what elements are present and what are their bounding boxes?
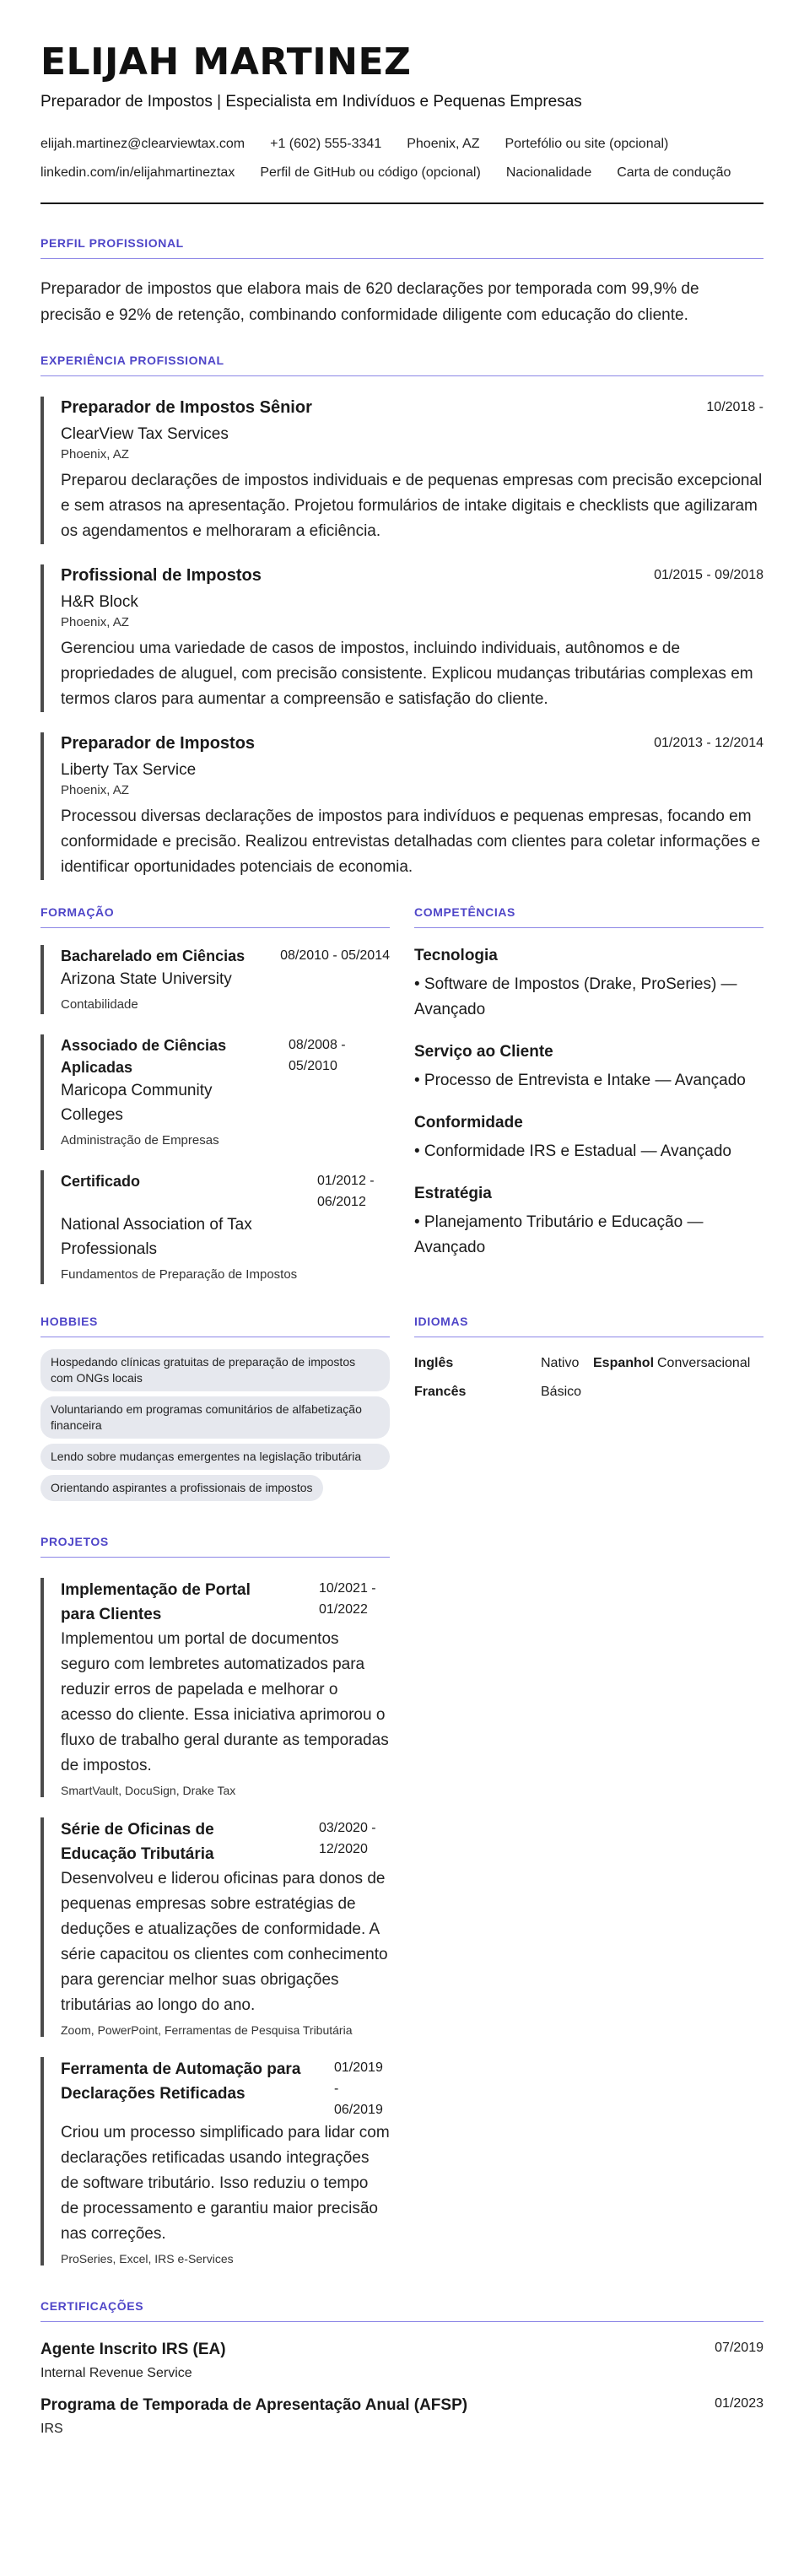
contact-phone[interactable]: +1 (602) 555-3341 [270,137,382,151]
hobby-chip: Hospedando clínicas gratuitas de preparação de impostos com ONGs locais [40,1349,390,1391]
education-dates: 08/2010 - 05/2014 [280,948,390,963]
education-section [40,905,390,1284]
skill-item: • Software de Impostos (Drake, ProSeries) — Avançado [414,975,737,1018]
contact-driving-license: Carta de condução [617,165,731,180]
experience-item [40,397,764,544]
project-description: Criou um processo simplificado para lidar com declarações retificadas usando integrações de software tributário. Isso reduziu o tempo de processamento e garantiu maior precisão nas correções. [61,2124,390,2243]
experience-location: Phoenix, AZ [61,783,129,797]
certifications-heading: CERTIFICAÇÕES [40,2299,764,2322]
certification-item [40,2341,764,2381]
project-dates: 01/2019 - 06/2019 [334,2060,383,2117]
candidate-tagline: Preparador de Impostos | Especialista em Indivíduos e Pequenas Empresas [40,93,582,111]
hobbies-section [40,1315,390,1501]
skill-category: Conformidade [414,1114,523,1131]
education-item [40,1170,390,1284]
experience-company: H&R Block [61,593,138,611]
contact-list [40,130,764,187]
skill-item: • Processo de Entrevista e Intake — Avançado [414,1072,746,1089]
skill-group [414,1114,764,1164]
project-dates: 03/2020 - 12/2020 [319,1821,376,1856]
summary-heading: PERFIL PROFISSIONAL [40,236,764,259]
experience-dates: 01/2015 - 09/2018 [654,568,764,582]
education-school: Arizona State University [61,970,232,988]
experience-role: Profissional de Impostos [61,566,262,585]
project-name: Implementação de Portal para Clientes [61,1581,251,1623]
project-description: Implementou um portal de documentos seguro com lembretes automatizados para reduzir erros de papelada e melhorar o acesso do cliente. Essa iniciativa aprimorou o fluxo de trabalho geral durante as temporadas de impostos. [61,1630,389,1774]
experience-heading: EXPERIÊNCIA PROFISSIONAL [40,354,764,376]
contact-nationality: Nacionalidade [505,165,592,180]
skill-group [414,1043,764,1094]
resume-header [40,41,764,204]
project-name: Série de Oficinas de Educação Tributária [61,1821,214,1863]
experience-role: Preparador de Impostos Sênior [61,398,312,417]
education-school: National Association of Tax Professionals [61,1216,252,1258]
project-item [40,1817,390,2037]
education-skills-row [40,905,764,1284]
skill-group [414,947,764,1023]
candidate-name: ELIJAH MARTINEZ [40,41,412,84]
experience-item [40,732,764,880]
project-tech: SmartVault, DocuSign, Drake Tax [61,1784,236,1797]
language-level: Nativo [541,1356,580,1370]
skill-category: Tecnologia [414,947,498,964]
summary-section [40,236,764,328]
contact-email[interactable]: elijah.martinez@clearviewtax.com [40,137,246,151]
project-tech: Zoom, PowerPoint, Ferramentas de Pesquisa Tributária [61,2023,353,2037]
certifications-section [40,2299,764,2437]
hobby-chip: Orientando aspirantes a profissionais de impostos [40,1475,323,1501]
education-school: Maricopa Community Colleges [61,1082,213,1124]
project-name: Ferramenta de Automação para Declarações Retificadas [61,2060,301,2103]
certification-name: Programa de Temporada de Apresentação Anual (AFSP) [40,2396,468,2414]
education-dates: 01/2012 - 06/2012 [317,1174,375,1209]
project-dates: 10/2021 - 01/2022 [319,1581,376,1617]
skill-item: • Planejamento Tributário e Educação — Avançado [414,1213,704,1256]
skill-category: Serviço ao Cliente [414,1043,553,1061]
certification-issuer: Internal Revenue Service [40,2366,192,2380]
experience-description: Gerenciou uma variedade de casos de impostos, incluindo individuais, autônomos e de propriedades de aluguel, com precisão consistente. Explicou mudanças tributárias complexas em termos claros para aumentar a compreensão e satisfação do cliente. [61,640,753,708]
languages-section [414,1315,764,1501]
contact-github[interactable]: Perfil de GitHub ou código (opcional) [260,165,481,180]
experience-description: Preparou declarações de impostos individuais e de pequenas empresas com precisão excepcional e sem atrasos na apresentação. Projetou formulários de intake digitais e checklists que agilizaram os agendamentos e melhoraram a eficiência. [61,472,763,540]
education-degree: Associado de Ciências Aplicadas [61,1037,227,1076]
skill-item: • Conformidade IRS e Estadual — Avançado [414,1142,731,1160]
project-item [40,2057,390,2265]
language-name: Espanhol [593,1356,655,1370]
skill-group [414,1185,764,1261]
education-item [40,945,390,1014]
experience-company: ClearView Tax Services [61,425,229,443]
experience-location: Phoenix, AZ [61,447,129,462]
skill-category: Estratégia [414,1185,492,1202]
projects-section [40,1535,390,2265]
experience-section [40,354,764,880]
experience-role: Preparador de Impostos [61,734,256,753]
certification-issuer: IRS [40,2422,63,2436]
skills-section [414,905,764,1284]
certification-name: Agente Inscrito IRS (EA) [40,2341,226,2358]
education-degree: Bacharelado em Ciências [61,948,246,964]
certification-date: 07/2019 [715,2341,764,2355]
language-name: Inglês [414,1356,454,1370]
project-description: Desenvolveu e liderou oficinas para donos de pequenas empresas sobre estratégias de deduções e atualizações de conformidade. A série capacitou os clientes com conhecimento para gerenciar melhor suas obrigações tributárias ao longo do ano. [61,1870,388,2014]
language-name: Francês [414,1385,467,1399]
education-dates: 08/2008 - 05/2010 [289,1038,346,1073]
experience-dates: 10/2018 - [706,400,764,414]
experience-dates: 01/2013 - 12/2014 [654,736,764,750]
hobbies-languages-row [40,1315,764,1501]
hobbies-heading: HOBBIES [40,1315,390,1337]
experience-company: Liberty Tax Service [61,761,197,779]
certification-date: 01/2023 [715,2396,764,2411]
project-item [40,1578,390,1797]
hobby-chip: Voluntariando em programas comunitários de alfabetização financeira [40,1396,390,1439]
projects-heading: PROJETOS [40,1535,390,1558]
experience-item [40,564,764,712]
education-heading: FORMAÇÃO [40,905,390,928]
contact-portfolio[interactable]: Portefólio ou site (opcional) [505,137,669,151]
education-degree: Certificado [61,1173,141,1190]
education-field: Fundamentos de Preparação de Impostos [61,1267,298,1282]
contact-linkedin[interactable]: linkedin.com/in/elijahmartineztax [40,165,235,180]
education-field: Administração de Empresas [61,1133,219,1148]
education-item [40,1034,390,1150]
language-level: Básico [541,1385,582,1399]
languages-heading: IDIOMAS [414,1315,764,1337]
experience-location: Phoenix, AZ [61,615,129,629]
language-level: Conversacional [657,1356,751,1370]
experience-description: Processou diversas declarações de impostos para indivíduos e pequenas empresas, focando em conformidade e precisão. Realizou entrevistas detalhadas com clientes para coletar informações e identificar oportunidades potenciais de economia. [61,807,761,876]
education-field: Contabilidade [61,997,138,1012]
certification-item [40,2396,764,2437]
hobby-chip: Lendo sobre mudanças emergentes na legislação tributária [40,1444,390,1470]
skills-heading: COMPETÊNCIAS [414,905,764,928]
language-row [414,1349,764,1378]
contact-location: Phoenix, AZ [407,137,480,151]
project-tech: ProSeries, Excel, IRS e-Services [61,2252,234,2265]
summary-text: Preparador de impostos que elabora mais de 620 declarações por temporada com 99,9% de precisão e 92% de retenção, combinando conformidade diligente com educação do cliente. [40,280,699,324]
header-divider [40,203,764,204]
language-row [414,1378,764,1407]
